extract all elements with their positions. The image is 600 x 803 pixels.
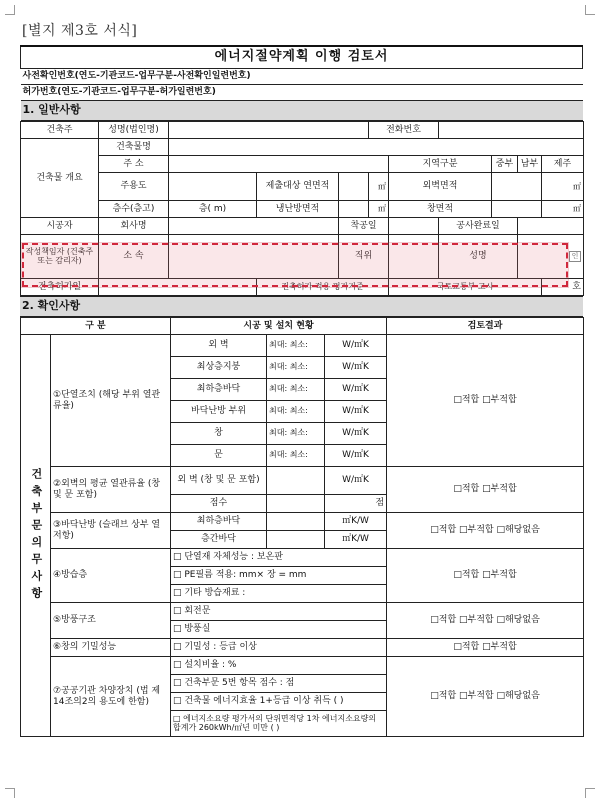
- address-label: 주 소: [99, 156, 169, 173]
- airtight-result[interactable]: □적합 □부적합: [387, 639, 584, 657]
- affiliation-label: 소 속: [99, 235, 169, 279]
- avg-score-unit: 점: [325, 495, 387, 513]
- floor-heating-label: ③바닥난방 (슬래브 상부 열저항): [51, 513, 171, 549]
- supervisor-label: 작성책임자 (건축주 또는 감리자): [21, 235, 99, 279]
- floors-label: 층수(층고): [99, 201, 169, 218]
- shading-result[interactable]: □적합 □부적합 □해당없음: [387, 657, 584, 737]
- name-label: 성명: [439, 235, 518, 279]
- airtight-label: ⑥창의 기밀성능: [51, 639, 171, 657]
- form-title: 에너지절약계획 이행 검토서: [21, 46, 583, 69]
- avg-score-cell[interactable]: [267, 495, 325, 513]
- submit-area-cell[interactable]: [339, 173, 369, 201]
- floor-heating-result[interactable]: □적합 □부적합 □해당없음: [387, 513, 584, 549]
- permit-notice-label: 국토교통부 고시: [389, 279, 542, 296]
- start-date-label: 착공일: [339, 218, 389, 235]
- window-area-label: 창면적: [389, 201, 492, 218]
- insulation-unit: W/㎡K: [325, 401, 387, 423]
- avg-result[interactable]: □적합 □부적합: [387, 467, 584, 513]
- phone-label: 전화번호: [369, 122, 439, 139]
- avg-score-label: 점수: [171, 495, 267, 513]
- hvac-area-label: 냉난방면적: [257, 201, 339, 218]
- form-number: [별지 제3호 서식]: [22, 23, 138, 39]
- owner-name-cell[interactable]: [169, 122, 369, 139]
- insulation-maxmin[interactable]: 최대: 최소:: [267, 335, 325, 357]
- address-cell[interactable]: [169, 156, 389, 173]
- page-corner-mark: [585, 788, 595, 798]
- floor-heating-bottom-cell[interactable]: [267, 513, 325, 531]
- page-corner-mark: [585, 5, 595, 15]
- owner-label: 건축주: [21, 122, 99, 139]
- windbreak-line[interactable]: □ 방풍실: [171, 621, 387, 639]
- hvac-area-unit: ㎡: [369, 201, 389, 218]
- insulation-maxmin[interactable]: 최대: 최소:: [267, 357, 325, 379]
- moisture-line[interactable]: □ 단열재 자체성능 : 보온판: [171, 549, 387, 567]
- windbreak-line[interactable]: □ 회전문: [171, 603, 387, 621]
- permit-number: 허가번호(연도-기관코드-업무구분-허가일련번호): [21, 85, 583, 101]
- insulation-door: 문: [171, 445, 267, 467]
- avg-exterior-wall: 외 벽 (창 및 문 포함): [171, 467, 267, 495]
- permit-date-label: 건축허가일: [21, 279, 99, 296]
- building-name-cell[interactable]: [169, 139, 584, 156]
- phone-cell[interactable]: [439, 122, 584, 139]
- exterior-wall-cell[interactable]: [492, 173, 542, 201]
- insulation-bottom-floor: 최하층바닥: [171, 379, 267, 401]
- mandatory-vertical-label: 건축부문의무사항: [21, 335, 51, 737]
- avg-unit: W/㎡K: [325, 467, 387, 495]
- review-form: [20, 45, 583, 737]
- insulation-maxmin[interactable]: 최대: 최소:: [267, 401, 325, 423]
- completion-date-label: 공사완료일: [439, 218, 518, 235]
- position-label: 직위: [339, 235, 389, 279]
- insulation-top-roof: 최상층지붕: [171, 357, 267, 379]
- avg-transmittance-label: ②외벽의 평균 열관류율 (창 및 문 포함): [51, 467, 171, 513]
- floor-heating-interfloor: 층간바닥: [171, 531, 267, 549]
- insulation-floor-heating: 바닥난방 부위: [171, 401, 267, 423]
- moisture-line[interactable]: □ PE필름 적용: mm× 장 = mm: [171, 567, 387, 585]
- shading-label: ⑦공공기관 차양장치 (법 제14조의2의 용도에 한함): [51, 657, 171, 737]
- shading-line[interactable]: □ 에너지소요량 평가서의 단위면적당 1차 에너지소요량의 합계가 260kWh/㎡년 미만 ( ): [171, 711, 387, 737]
- building-overview-label: 건축물 개요: [21, 139, 99, 218]
- region-label: 지역구분: [389, 156, 492, 173]
- region-central[interactable]: 중부: [492, 156, 518, 173]
- usage-cell[interactable]: [169, 173, 257, 201]
- insulation-window: 창: [171, 423, 267, 445]
- company-cell[interactable]: [169, 218, 339, 235]
- usage-label: 주용도: [99, 173, 169, 201]
- insulation-unit: W/㎡K: [325, 335, 387, 357]
- avg-value-cell[interactable]: [267, 467, 325, 495]
- floor-heating-unit: ㎡K/W: [325, 513, 387, 531]
- page-corner-mark: [5, 788, 15, 798]
- section2-heading: 2. 확인사항: [20, 297, 583, 317]
- building-name-label: 건축물명: [99, 139, 169, 156]
- pre-check-number: 사전확인번호(연도-기관코드-업무구분-사전확인일련번호): [21, 69, 583, 85]
- selection-highlight: [22, 243, 568, 287]
- page-corner-mark: [5, 5, 15, 15]
- moisture-line[interactable]: □ 기타 방습재료 :: [171, 585, 387, 603]
- owner-name-label: 성명(법인명): [99, 122, 169, 139]
- insulation-unit: W/㎡K: [325, 379, 387, 401]
- insulation-unit: W/㎡K: [325, 445, 387, 467]
- completion-date-cell[interactable]: [518, 218, 584, 235]
- col-result-header: 검토결과: [387, 318, 584, 335]
- window-area-cell[interactable]: [492, 201, 542, 218]
- insulation-unit: W/㎡K: [325, 357, 387, 379]
- permit-ho-label: 호: [542, 279, 584, 296]
- check-items-table: [20, 317, 584, 737]
- col-status-header: 시공 및 설치 현황: [171, 318, 387, 335]
- floor-heating-bottom: 최하층바닥: [171, 513, 267, 531]
- insulation-exterior-wall: 외 벽: [171, 335, 267, 357]
- shading-line[interactable]: □ 건축물 에너지효율 1+등급 이상 취득 ( ): [171, 693, 387, 711]
- floor-heating-interfloor-cell[interactable]: [267, 531, 325, 549]
- insulation-maxmin[interactable]: 최대: 최소:: [267, 423, 325, 445]
- region-jeju[interactable]: 제주: [542, 156, 584, 173]
- submit-area-unit: ㎡: [369, 173, 389, 201]
- submit-area-label: 제출대상 연면적: [257, 173, 339, 201]
- insulation-result[interactable]: □적합 □부적합: [387, 335, 584, 467]
- insulation-unit: W/㎡K: [325, 423, 387, 445]
- insulation-maxmin[interactable]: 최대: 최소:: [267, 379, 325, 401]
- permit-standard-label: 건축허가 적용 평가기준: [257, 279, 389, 296]
- moisture-layer-label: ④방습층: [51, 549, 171, 603]
- floors-cell[interactable]: 층( m): [169, 201, 257, 218]
- window-area-unit: ㎡: [542, 201, 584, 218]
- section1-heading: 1. 일반사항: [21, 101, 583, 121]
- section2-heading-table: [20, 296, 583, 317]
- airtight-line[interactable]: □ 기밀성 : 등급 이상: [171, 639, 387, 657]
- start-date-cell[interactable]: [389, 218, 439, 235]
- shading-line[interactable]: □ 건축부문 5번 항목 점수 : 점: [171, 675, 387, 693]
- seal-mark: 인: [569, 251, 581, 262]
- region-south[interactable]: 남부: [518, 156, 542, 173]
- col-category-header: 구 분: [21, 318, 171, 335]
- header-table: [20, 45, 583, 121]
- exterior-wall-unit: ㎡: [542, 173, 584, 201]
- contractor-label: 시공자: [21, 218, 99, 235]
- moisture-result[interactable]: □적합 □부적합: [387, 549, 584, 603]
- exterior-wall-label: 외벽면적: [389, 173, 492, 201]
- company-label: 회사명: [99, 218, 169, 235]
- windbreak-result[interactable]: □적합 □부적합 □해당없음: [387, 603, 584, 639]
- floor-heating-unit: ㎡K/W: [325, 531, 387, 549]
- hvac-area-cell[interactable]: [339, 201, 369, 218]
- insulation-label: ①단열조치 (해당 부위 열관류율): [51, 335, 171, 467]
- windbreak-label: ⑤방풍구조: [51, 603, 171, 639]
- shading-line[interactable]: □ 설치비율 : %: [171, 657, 387, 675]
- insulation-maxmin[interactable]: 최대: 최소:: [267, 445, 325, 467]
